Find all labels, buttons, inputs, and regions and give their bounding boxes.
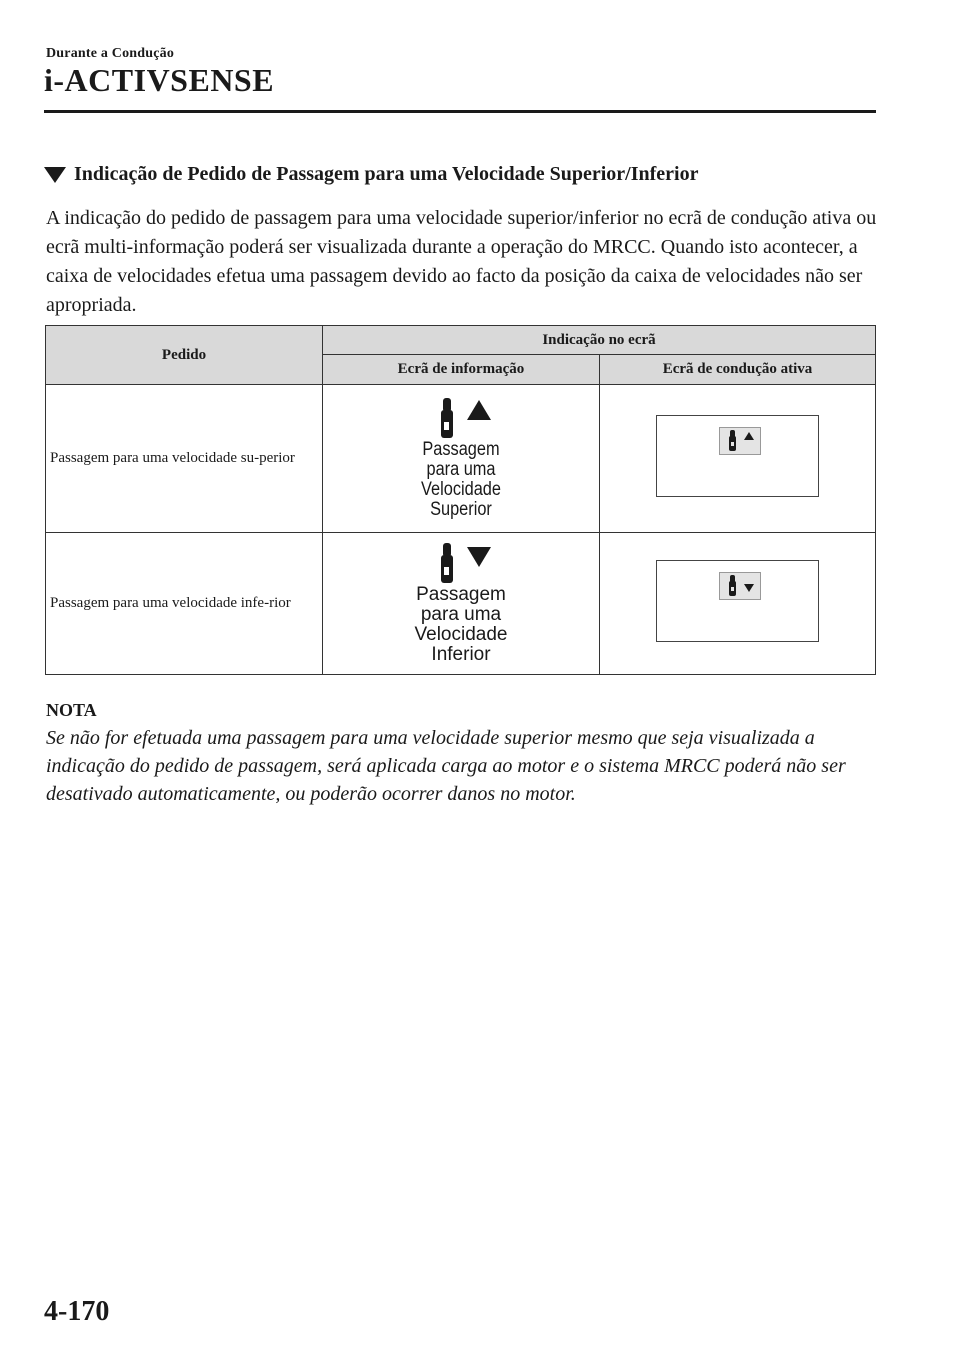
info-line: Passagem (416, 584, 506, 605)
info-screen-cell (323, 533, 600, 675)
request-cell: Passagem para uma velocidade su-perior (46, 385, 323, 533)
info-line: Passagem (422, 439, 500, 460)
section-label: Durante a Condução (46, 46, 175, 61)
shift-request-table (45, 325, 876, 675)
gear-shift-up-icon (401, 396, 521, 521)
table-row (46, 385, 876, 533)
col-header-active-screen: Ecrã de condução ativa (600, 355, 876, 385)
info-line: Inferior (431, 644, 491, 665)
info-line: Superior (430, 499, 492, 520)
note-text: Se não for efetuada uma passagem para uma velocidade superior mesmo que seja visualizada a indicação do pedido de passagem, será aplicada carga ao motor e o sistema MRCC poderá não ser desativado automaticamente, ou poderão ocorrer danos no motor. (46, 727, 846, 805)
chapter-title: i-ACTIVSENSE (44, 62, 275, 98)
col-header-info-screen: Ecrã de informação (323, 355, 600, 385)
active-driving-screen (656, 415, 819, 497)
col-header-indication: Indicação no ecrã (323, 326, 876, 355)
request-cell: Passagem para uma velocidade infe-rior (46, 533, 323, 675)
info-line: para uma (426, 459, 496, 480)
page-number: 4-170 (44, 1296, 110, 1327)
info-line: Velocidade (421, 479, 501, 500)
triangle-bullet-icon (44, 167, 66, 183)
subsection-heading (44, 163, 876, 186)
table-row (46, 533, 876, 675)
header-rule (44, 110, 876, 113)
info-line: Velocidade (414, 624, 508, 645)
table-header-row (46, 326, 876, 355)
active-screen-cell (600, 385, 876, 533)
gear-shift-up-badge-icon (719, 427, 761, 455)
intro-paragraph: A indicação do pedido de passagem para uma velocidade superior/inferior no ecrã de condução ativa ou ecrã multi-informação poderá ser visualizada durante a operação do MRCC. Quando isto acontecer, a caixa de velocidades efetua uma passagem devido ao facto da posição da caixa de velocidades não ser apropriada. (46, 207, 877, 316)
active-screen-cell (600, 533, 876, 675)
gear-shift-down-badge-icon (719, 572, 761, 600)
subsection-heading-text: Indicação de Pedido de Passagem para uma Velocidade Superior/Inferior (74, 163, 699, 185)
col-header-request: Pedido (46, 326, 323, 385)
active-driving-screen (656, 560, 819, 642)
info-screen-cell (323, 385, 600, 533)
note-title: NOTA (46, 700, 97, 720)
info-line: para uma (420, 604, 502, 625)
gear-shift-down-icon (401, 541, 521, 666)
